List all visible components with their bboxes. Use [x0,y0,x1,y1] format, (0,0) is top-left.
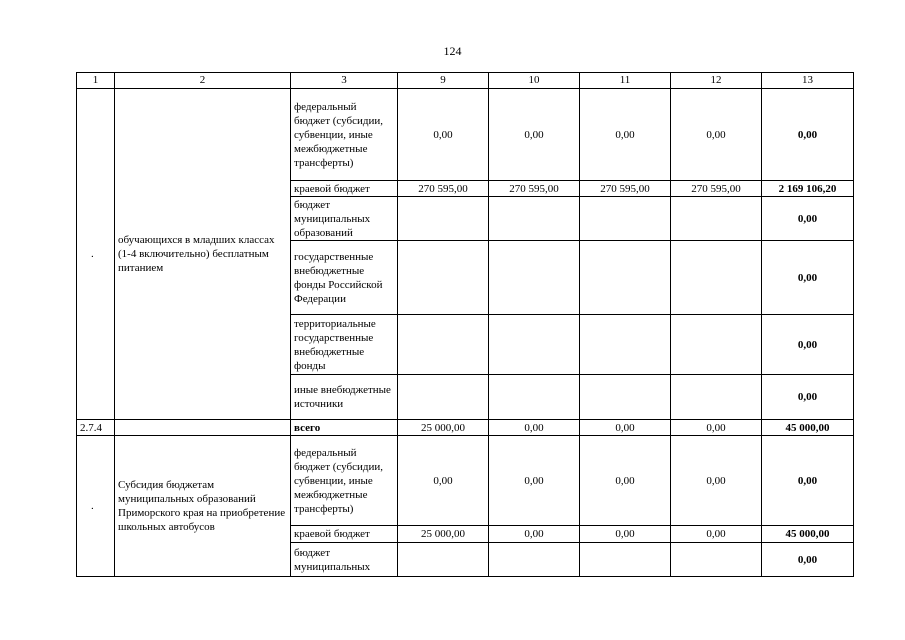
value-cell: 0,00 [580,420,671,436]
column-header: 13 [762,73,854,89]
value-cell: 270 595,00 [489,181,580,197]
total-cell: 0,00 [762,241,854,315]
column-header: 3 [291,73,398,89]
table-row [77,420,854,436]
value-cell: 0,00 [580,526,671,543]
value-cell [489,315,580,375]
table-row [77,436,854,526]
total-cell: 0,00 [762,375,854,420]
measure-code: . [77,89,115,420]
funding-source: федеральный бюджет (субсидии, субвенции, иные межбюджетные трансферты) [291,436,398,526]
value-cell: 0,00 [671,436,762,526]
value-cell [489,197,580,241]
value-cell [580,197,671,241]
value-cell [580,315,671,375]
value-cell: 270 595,00 [580,181,671,197]
value-cell [671,241,762,315]
column-header: 9 [398,73,489,89]
column-header: 11 [580,73,671,89]
total-cell: 0,00 [762,89,854,181]
value-cell: 0,00 [671,89,762,181]
value-cell [580,241,671,315]
value-cell [671,543,762,577]
value-cell: 0,00 [489,436,580,526]
value-cell [398,315,489,375]
funding-source: бюджет муниципальных образований [291,197,398,241]
measure-name: Субсидия бюджетам муниципальных образований Приморского края на приобретение школьных автобусов [115,436,291,577]
value-cell: 0,00 [580,89,671,181]
value-cell [489,543,580,577]
funding-source: краевой бюджет [291,526,398,543]
funding-source: бюджет муниципальных [291,543,398,577]
value-cell: 0,00 [489,420,580,436]
column-header: 1 [77,73,115,89]
funding-source: территориальные государственные внебюджетные фонды [291,315,398,375]
value-cell: 0,00 [671,526,762,543]
funding-source: иные внебюджетные источники [291,375,398,420]
page-number: 124 [443,44,462,58]
value-cell [398,375,489,420]
total-cell: 45 000,00 [762,526,854,543]
column-number-row [77,73,854,89]
funding-source: всего [291,420,398,436]
value-cell: 0,00 [489,89,580,181]
funding-source: краевой бюджет [291,181,398,197]
value-cell [671,315,762,375]
total-cell: 0,00 [762,197,854,241]
table-row [77,89,854,181]
column-header: 10 [489,73,580,89]
measure-name: обучающихся в младших классах (1-4 включительно) бесплатным питанием [115,89,291,420]
funding-source: федеральный бюджет (субсидии, субвенции, иные межбюджетные трансферты) [291,89,398,181]
value-cell [398,543,489,577]
value-cell: 0,00 [489,526,580,543]
value-cell [671,375,762,420]
value-cell [398,197,489,241]
value-cell: 270 595,00 [671,181,762,197]
measure-code: 2.7.4 [77,420,115,436]
value-cell: 25 000,00 [398,526,489,543]
total-cell: 0,00 [762,315,854,375]
column-header: 2 [115,73,291,89]
column-header: 12 [671,73,762,89]
measure-name-top [115,420,291,436]
budget-table [76,72,854,577]
value-cell: 270 595,00 [398,181,489,197]
value-cell: 0,00 [580,436,671,526]
value-cell [580,543,671,577]
value-cell [489,375,580,420]
value-cell: 0,00 [398,436,489,526]
total-cell: 2 169 106,20 [762,181,854,197]
value-cell: 25 000,00 [398,420,489,436]
total-cell: 0,00 [762,436,854,526]
value-cell [398,241,489,315]
value-cell [489,241,580,315]
total-cell: 0,00 [762,543,854,577]
value-cell [671,197,762,241]
total-cell: 45 000,00 [762,420,854,436]
value-cell [580,375,671,420]
value-cell: 0,00 [671,420,762,436]
funding-source: государственные внебюджетные фонды Российской Федерации [291,241,398,315]
value-cell: 0,00 [398,89,489,181]
measure-code-continuation: . [77,436,115,577]
